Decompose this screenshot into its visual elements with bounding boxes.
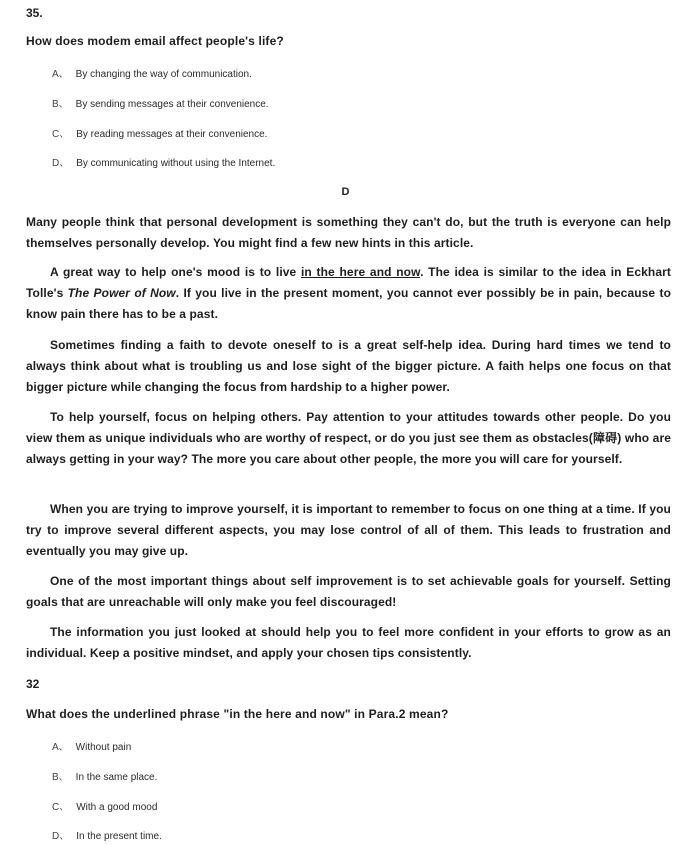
question-32-number: 32: [26, 677, 40, 691]
question-35-option-a[interactable]: [52, 65, 252, 80]
question-32-option-d[interactable]: [52, 827, 162, 842]
passage-paragraph-5: When you are trying to improve yourself, it is important to remember to focus on one thing at a time. If you try to improve several different aspects, you may lose control of all of them. This leads to frustration and eventually you may give up.: [26, 502, 671, 558]
option-letter: A、: [52, 742, 69, 753]
option-text: In the present time.: [76, 831, 162, 842]
option-letter: C、: [52, 129, 70, 140]
question-35-number: 35.: [26, 6, 43, 20]
option-text: By changing the way of communication.: [75, 69, 252, 80]
option-text: Without pain: [75, 742, 132, 753]
passage-paragraph-6: One of the most important things about self improvement is to set achievable goals for yourself. Setting goals that are unreachable will only make you feel discouraged!: [26, 574, 671, 609]
passage-paragraph-7: The information you just looked at should help you to feel more confident in your efforts to grow as an individual. Keep a positive mindset, and apply your chosen tips consistently.: [26, 625, 671, 660]
question-32-text: What does the underlined phrase "in the here and now" in Para.2 mean?: [26, 707, 449, 721]
passage-paragraph-1: Many people think that personal development is something they can't do, but the truth is everyone can help themselves personally develop. You might find a few new hints in this article.: [26, 215, 671, 250]
question-32-option-a[interactable]: [52, 738, 131, 753]
passage-paragraph-3: Sometimes finding a faith to devote oneself to is a great self-help idea. During hard times we tend to always think about what is troubling us and lose sight of the bigger picture. A faith helps one focus on that bigger picture while changing the focus from hardship to a higher power.: [26, 338, 671, 394]
option-letter: B、: [52, 99, 69, 110]
paragraph-2-text-a: A great way to help one's mood is to live: [50, 265, 301, 279]
question-35-option-b[interactable]: [52, 95, 269, 110]
underlined-phrase: in the here and now: [301, 265, 421, 279]
option-text: By communicating without using the Internet.: [76, 158, 276, 169]
option-text: With a good mood: [76, 802, 158, 813]
question-32-option-c[interactable]: [52, 798, 157, 813]
option-text: By reading messages at their convenience.: [76, 129, 268, 140]
option-letter: D、: [52, 158, 70, 169]
question-35-option-c[interactable]: [52, 125, 267, 140]
option-text: In the same place.: [75, 772, 158, 783]
option-letter: B、: [52, 772, 69, 783]
paragraph-2-text-b: . The idea is similar to the idea in Eckhart Tolle's: [26, 265, 671, 300]
option-letter: A、: [52, 69, 69, 80]
passage-paragraph-2: [26, 262, 671, 325]
passage-paragraph-4: To help yourself, focus on helping others. Pay attention to your attitudes towards other people. Do you view them as unique individuals who are worthy of respect, or do you just see them as obstacles(障碍) who are always getting in your way? The more you care about other people, the more you will care for yourself.: [26, 410, 671, 466]
question-35-option-d[interactable]: [52, 154, 275, 169]
option-letter: D、: [52, 831, 70, 842]
paragraph-2-text-c: . If you live in the present moment, you cannot ever possibly be in pain, because to know pain there has to be a past.: [26, 286, 671, 321]
option-text: By sending messages at their convenience.: [75, 99, 269, 110]
book-title: The Power of Now: [67, 286, 176, 300]
section-letter: D: [341, 186, 350, 198]
question-32-option-b[interactable]: [52, 768, 157, 783]
question-35-text: How does modem email affect people's life?: [26, 34, 284, 48]
option-letter: C、: [52, 802, 70, 813]
